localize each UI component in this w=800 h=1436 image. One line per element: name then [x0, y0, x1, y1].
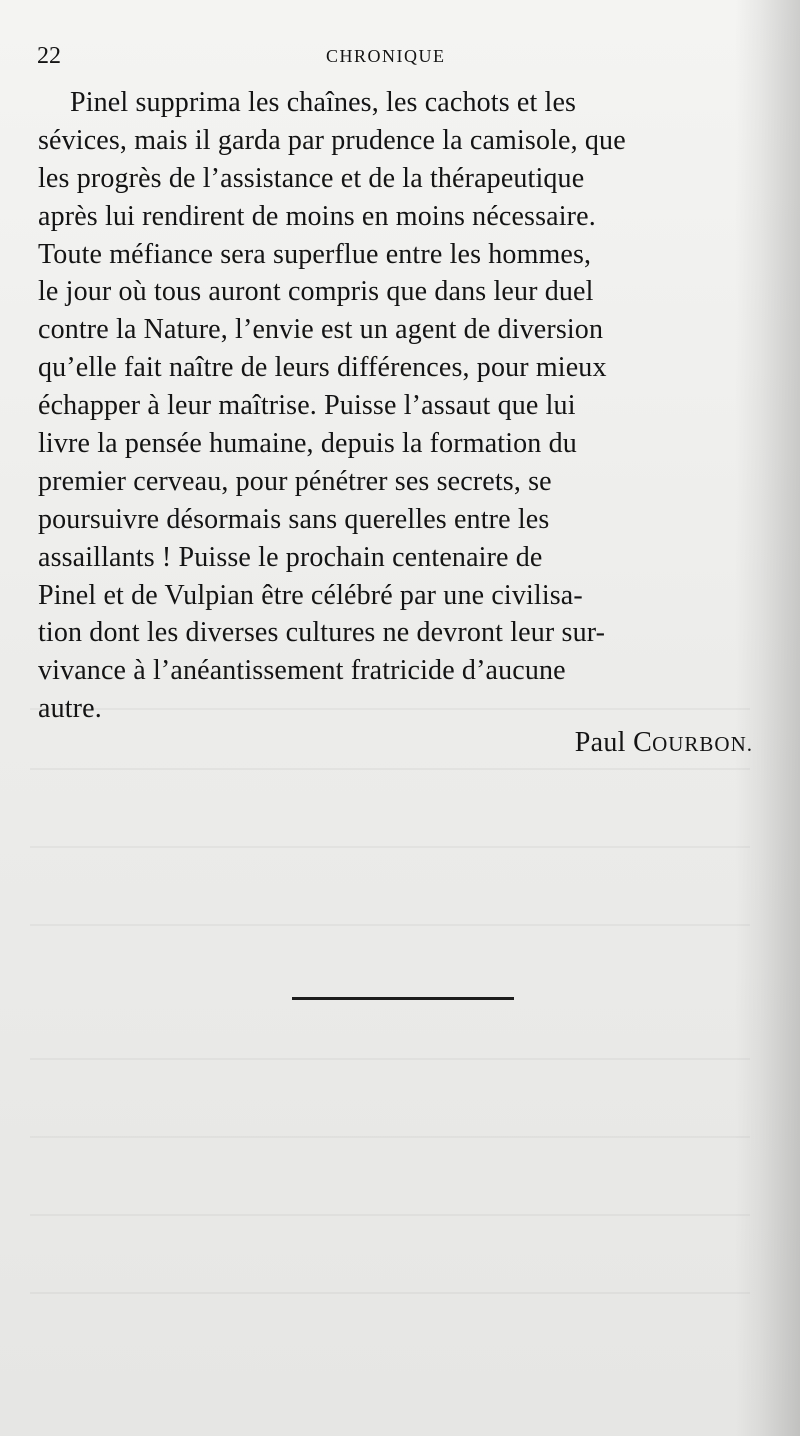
- text-line: Pinel supprima les chaînes, les cachots et les: [70, 87, 577, 118]
- text-line: Toute méfiance sera superflue entre les hommes,: [38, 238, 592, 270]
- author-signature: [575, 724, 753, 763]
- text-line: Pinel et de Vulpian être célébré par une civilisa-: [38, 579, 583, 611]
- section-end-rule: [292, 997, 514, 1000]
- author-first-name: Paul: [574, 727, 626, 758]
- text-line: assaillants ! Puisse le prochain centenaire de: [38, 541, 543, 573]
- text-line: premier cerveau, pour pénétrer ses secrets, se: [38, 465, 552, 497]
- show-through-line: [30, 1292, 750, 1294]
- text-line: les progrès de l’assistance et de la thérapeutique: [38, 162, 585, 194]
- show-through-line: [30, 846, 750, 848]
- text-line: tion dont les diverses cultures ne devront leur sur-: [38, 617, 606, 649]
- text-line: le jour où tous auront compris que dans leur duel: [38, 276, 594, 308]
- show-through-line: [30, 1136, 750, 1138]
- author-surname-initial: C: [633, 727, 653, 758]
- body-paragraph: [38, 84, 758, 728]
- text-line: livre la pensée humaine, depuis la formation du: [38, 428, 577, 460]
- text-line: qu’elle fait naître de leurs différences, pour mieux: [38, 352, 607, 384]
- running-head: CHRONIQUE: [326, 46, 446, 66]
- page-number: 22: [37, 43, 61, 69]
- text-line: échapper à leur maîtrise. Puisse l’assaut que lui: [38, 390, 576, 422]
- text-line: après lui rendirent de moins en moins nécessaire.: [38, 200, 596, 232]
- author-surname-rest: OURBON.: [652, 732, 753, 756]
- text-line: autre.: [38, 693, 102, 725]
- show-through-line: [30, 1214, 750, 1216]
- text-line: vivance à l’anéantissement fratricide d’aucune: [38, 655, 566, 687]
- text-line: contre la Nature, l’envie est un agent de diversion: [38, 314, 604, 346]
- show-through-line: [30, 1058, 750, 1060]
- text-line: sévices, mais il garda par prudence la camisole, que: [38, 124, 626, 156]
- show-through-line: [30, 768, 750, 770]
- show-through-line: [30, 924, 750, 926]
- text-line: poursuivre désormais sans querelles entre les: [38, 503, 550, 535]
